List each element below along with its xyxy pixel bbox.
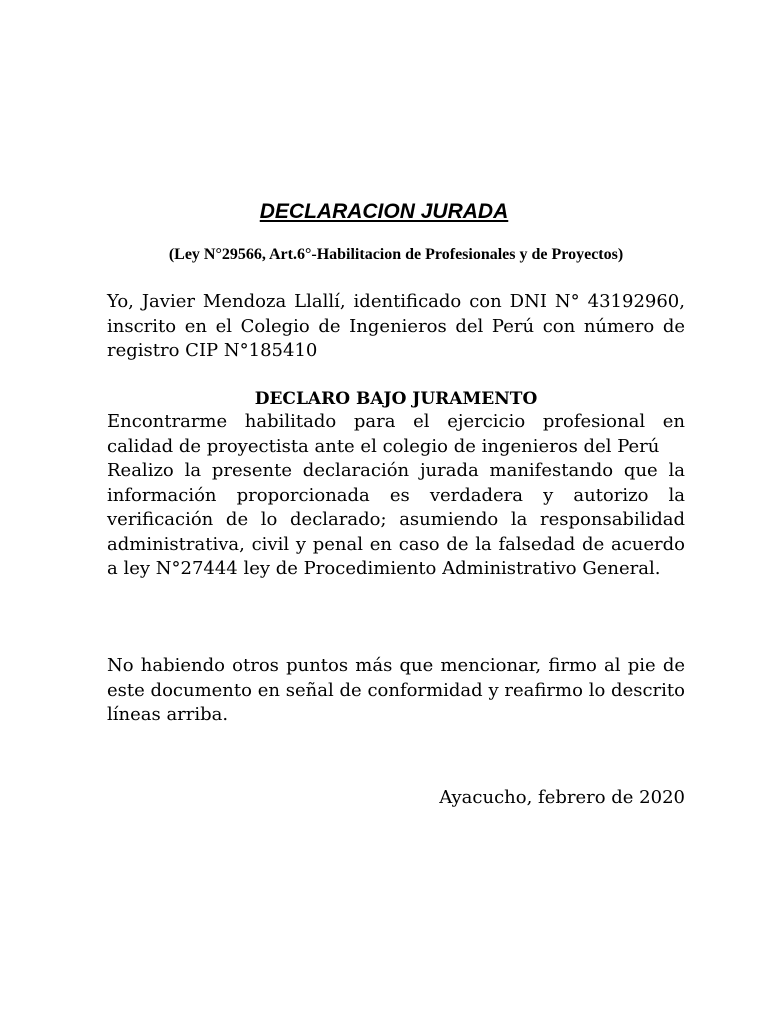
document-title: DECLARACION JURADA <box>259 200 509 223</box>
place-date: Ayacucho, febrero de 2020 <box>439 787 685 808</box>
declaration-heading: DECLARO BAJO JURAMENTO <box>254 389 538 409</box>
declaration-line-1: Encontrarme habilitado para el ejercicio profesional en calidad de proyectista ante el colegio de ingenieros del Perú <box>107 411 685 457</box>
document-subtitle: (Ley N°29566, Art.6°-Habilitacion de Profesionales y de Proyectos) <box>168 246 624 263</box>
closing-paragraph: No habiendo otros puntos más que mencionar, firmo al pie de este documento en señal de conformidad y reafirmo lo descrito líneas arriba. <box>107 655 685 725</box>
declaration-line-2: Realizo la presente declaración jurada manifestando que la información proporcionada es verdadera y autorizo la verificación de lo declarado; asumiendo la responsabilidad administrativa, civil y penal en caso de la falsedad de acuerdo a ley N°27444 ley de Procedimiento Administrativo General. <box>107 460 685 579</box>
intro-paragraph: Yo, Javier Mendoza Llallí, identificado con DNI N° 43192960, inscrito en el Colegio de Ingenieros del Perú con número de registro CIP N°185410 <box>107 291 685 361</box>
declaration-body <box>107 410 685 582</box>
